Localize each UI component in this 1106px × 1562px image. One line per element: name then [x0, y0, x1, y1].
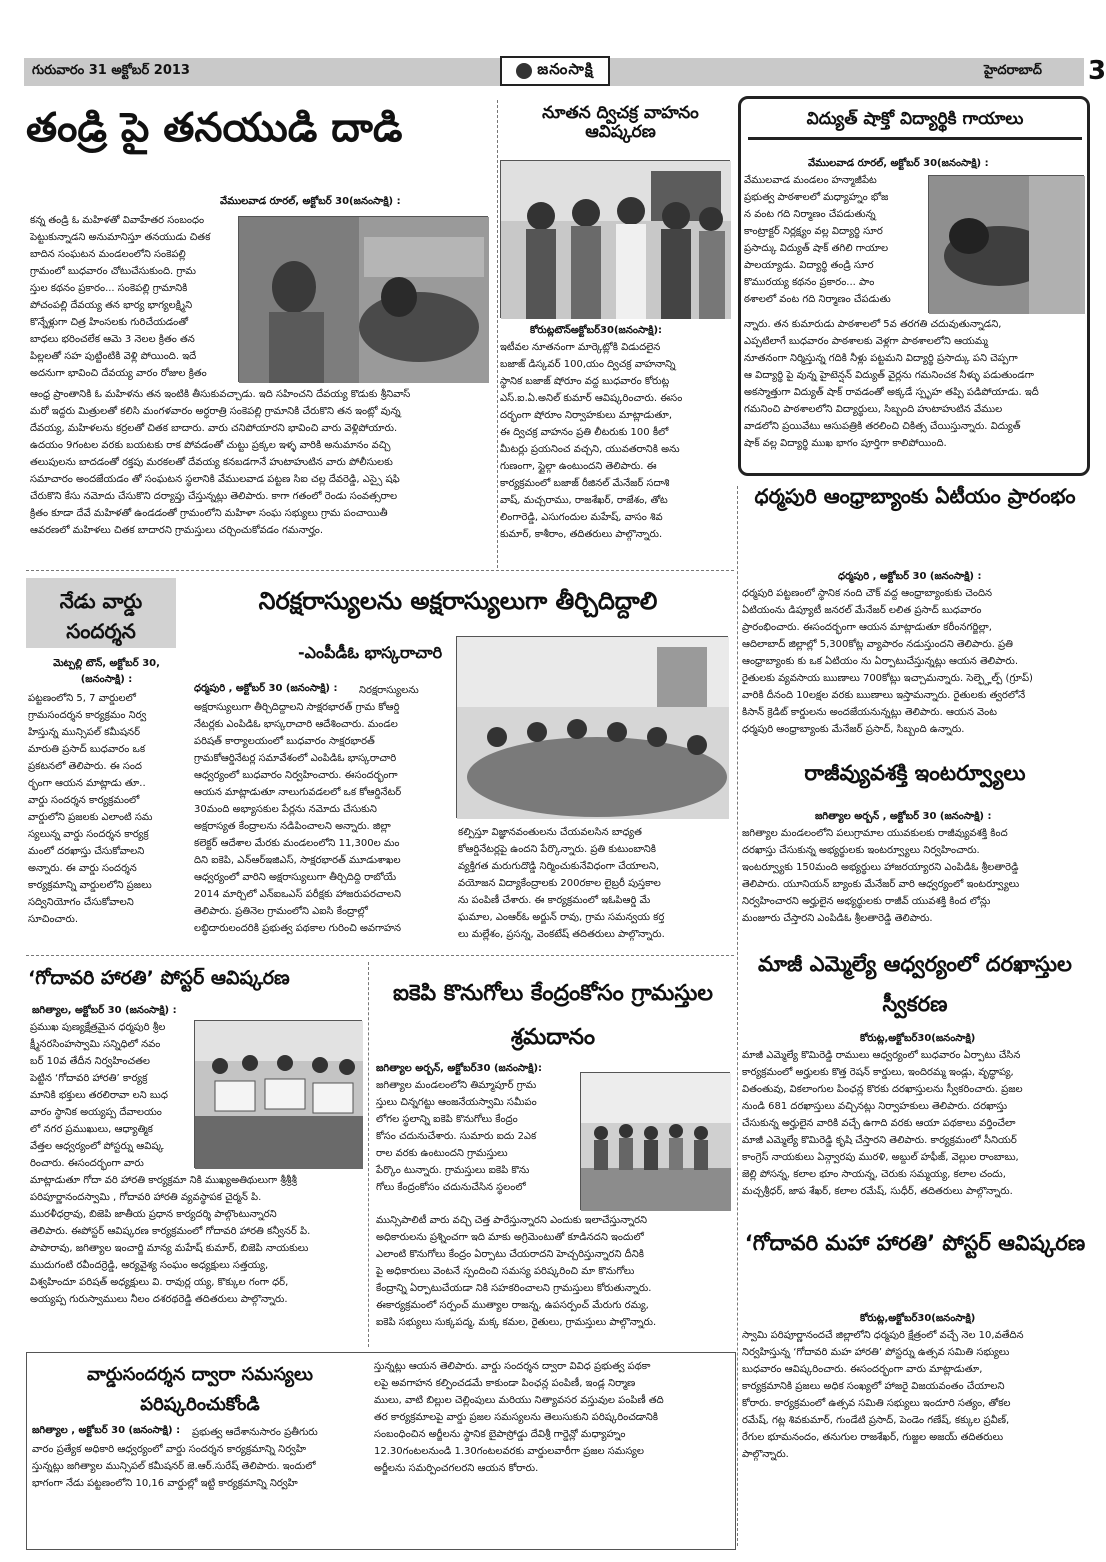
- story1-headline: తండ్రి పై తనయుడి దాడి: [26, 105, 403, 151]
- story11-body-bottom: మున్సిపాలిటీ వారు వచ్చి చెత్త పారేస్తున్నారని ఎందుకు ఇలాచేస్తున్నారని అధికారులను ప్రశ్నించగా ఇది మాకు అగ్రిమెంటుతో కూడినదని ఇందులో ఎలాంటి కొనుగోలు కేంద్రం ఏర్పాటు చేయరాదని హెచ్చరిస్తున్నారని దీనికి పై అధికారులు వెంటనే స్పందించి సమస్య పరిష్కరించి మా కొనుగోలు కేంద్రాన్ని ఏర్పాటుచేయడా నికి సహకరించాలని గ్రామస్తులు కోరుతున్నారు. ఈకార్యక్రమంలో సర్పంచ్ ముత్యాల రాజన్న, ఉపసర్పంచ్ మేరుగు రమ్య, ఐకెపి సభ్యులు సుక్కపద్మ, మక్క కమల, రైతులు, గ్రామస్తులు పాల్గొన్నారు.: [376, 1215, 657, 1328]
- story2-body: ఇటీవల నూతనంగా మార్కెట్లోకి విడుదలైన బజాజ్ డిస్కవర్ 100,యం ద్విచక్ర వాహనాన్ని స్థానిక బజాజ్ షోరూం వద్ద బుధవారం కోరుట్ల ఎస్.ఐ.ఏ.అనిల్ కుమార్ ఆవిష్కరించారు. ఈసం దర్భంగా షోరూం నిర్వాహకులు మాట్లాడుతూ, ఈ ద్విచక్ర వాహనం ప్రతి లీటరుకు 100 కీలో మీటర్లు ప్రయనించ వచ్చని, యువతరానికి అను గుణంగా, స్టైల్గా ఉంటుందని తెలిపారు. ఈ కార్యక్రమంలో బజాజ్ రీజినల్ మేనేజర్ సదాశి వాష్, మచ్చరాము, రాజశేఖర్, రాజేశం, తోట లింగారెడ్డి, ఎసుగందుల మహేష్, వాసం శివ కుమార్, కాశీరాం, తదితరులు పాల్గొన్నారు.: [500, 342, 683, 540]
- story6-body-right: కల్పిస్తూ విజ్ఞానవంతులను చేయవలసిన బాధ్యత కోఆర్డినేటర్లపై ఉందని పేర్కొన్నారు. ప్రతి కుటుంబానికి వ్యక్తిగత మరుగుదొడ్డి నిర్మించుకునేవిధంగా చేయాలని, వయోజన విద్యాకేంద్రాలకు 200రకాల లైబ్రరీ పుస్తకాల ను పంపిణీ చేశారు. ఈ కార్యక్రమంలో ఇఓపిఆర్డి మే ఘమాల, ఎంఆర్ఓ అర్జున్ రావు, గ్రామ సమన్వయ కర్త లు మల్లేశం, ప్రసన్న, వెంకటేష్ తదితరులు పాల్గొన్నారు.: [458, 827, 665, 940]
- story1-photo: [238, 216, 488, 382]
- column-rule: [368, 962, 369, 1347]
- story5-headline: నేడు వార్డు సందర్శన: [59, 589, 143, 643]
- story4-dateline: ధర్మపురి , అక్టోబర్ 30 (జనంసాక్షి) :: [838, 571, 982, 582]
- story1-body-top: కన్న తండ్రి ఓ మహిళతో వివాహేతర సంబంధం పెట్టుకున్నాడని అనుమానిస్తూ తనయుడు చితక బాదిన సంఘటన మండలంలోని సంకెపల్లి గ్రామంలో బుధవారం చోటుచేసుకుంది. గ్రామ స్తుల కథనం ప్రకారం... సంకెపల్లి గ్రామానికి పోచంపల్లి దేవయ్య తన భార్య భాగ్యలక్ష్మిని కొన్నేళ్లుగా చిత్ర హింసలకు గురిచేయడంతో బాధలు భరించలేక ఆమె 3 నెలల క్రితం తన పిల్లలతో సహ పుట్టింటికి వెళ్లి పోయింది. ఇదే అదనుగా భావించి దేవయ్య వారం రోజుల క్రితం: [30, 215, 211, 379]
- story6-body-left: నిరక్షరాస్యులను అక్షరాస్యులుగా తీర్చిదిద్దాలని సాక్షరభారత్ గ్రామ కోఆర్డి నేటర్లకు ఎంపిడిఓ భాస్కరాచారి ఆదేశించారు. మండల పరిషత్ కార్యాలయంలో బుధవారం సాక్షరభారత్ గ్రామకోఆర్డినేటర్ల సమావేశంలో ఎంపిడిఓ భాస్కరాచారి ఆధ్వర్యంలో బుధవారం నిర్వహించారు. ఈసందర్భంగా ఆయన మాట్లాడుతూ నాలుగువడలలో ఒక కోఆర్డినేటర్ 30మంది అభ్యాసకుల పేర్లను నమోదు చేసుకుని అక్షరాస్యత కేంద్రాలను నడిపించాలని అన్నారు. జిల్లా కలెక్టర్ ఆదేశాల మేరకు మండలంలోని 11,300ల మం దిని ఐకెపి, ఎన్ఆర్ఇజిఎస్, సాక్షరభారత్ మూడుశాఖల ఆధ్వర్యంలో వారిని అక్షరాస్యులుగా తీర్చిదిద్ది రాబోయే 2014 మార్చిలో ఎన్ఐఒఎస్ పరీక్షకు హాజరుపరచాలని తెలిపారు. ప్రతినెల గ్రామంలోని ఎఐసి కేంద్రాల్లో లబ్ధిదారులందరికి ప్రభుత్వ పథకాల గురించి అవగాహన: [194, 685, 419, 934]
- story6-headline: నిరక్షరాస్యులను అక్షరాస్యులుగా తీర్చిదిద్దాలి: [258, 587, 658, 615]
- story1-body-bottom: ఆంధ్ర ప్రాంతానికి ఓ మహిళను తన ఇంటికి తీసుకువచ్చాడు. ఇది సహించని దేవయ్య కొడుకు శ్రీనివాస్ మరో ఇద్దరు మిత్రులతో కలిసి మంగళవారం అర్ధరాత్రి సంకెపల్లి గ్రామానికి చేరుకొని తన ఇంట్లో వున్న దేవయ్య, మహిళలను కర్రలతో చితక బాదారు. వారు చనిపోయారని భావించి వారు వెళ్లిపోయారు. ఉదయం 9గంటల వరకు బయటకు రాక పోవడంతో చుట్టు ప్రక్కల ఇళ్ళ వారికి అనుమానం వచ్చి తలుపులను బాదడంతో రక్తపు మరకలతో దేవయ్య కనబడగానే హుటాహుటిన వారు పోలీసులకు సమాచారం అందజేయడం తో సంఘటన స్థలానికి వేములవాడ పట్టణ సిఐ చల్ల దేవరెడ్డి, ఎస్సై షఫి చేరుకొని కేసు నమోదు చేసుకొని దర్యాప్తు చేస్తున్నట్లు తెలిపారు. కాగా గతంలో రెండు సంవత్సరాల క్రితం కూడా దేవే మహిళతో ఉండడంతో గ్రామంలోని మహిళా సంఘ సభ్యులు గ్రామ పంచాయితీ ఆవరణలో మహిళలు చితక బాదారని గ్రామస్తులు చర్చించుకోవడం గమనార్హం.: [30, 389, 411, 536]
- story11-photo: [580, 1072, 730, 1210]
- story3-dateline: వేములవాడ రూరల్, అక్టోబర్ 30(జనంసాక్షి) :: [808, 158, 989, 169]
- story12-dateline: జగిత్యాల , అక్టోబర్ 30 (జనంసాక్షి) :: [32, 1425, 181, 1436]
- story8-body: మాజీ ఎమ్మెల్యే కొమిరెడ్డి రాములు ఆధ్వర్యంలో బుధవారం ఏర్పాటు చేసిన కార్యక్రమంలో అర్హులకు కొత్త రెషన్ కార్డులు, ఇందిరమ్మ ఇండ్లు, వృద్ధాప్య, వితంతువు, వికలాంగుల పింఛన్ల కొరకు దరఖాస్తులను స్వీకరించారు. ప్రజల నుండి 681 దరఖాస్తులు వచ్చినట్లు నిర్వాహకులు తెలిపారు. దరఖాస్తు చేసుకున్న అర్హులైన వారికి వచ్చే ఉగాది వరకు ఆయా పథకాలు వర్తించేలా మాజీ ఎమ్మెల్యే కొమిరెడ్డి కృషి చేస్తారని తెలిపారు. కార్యక్రమంలో సీనియర్ కాంగ్రెస్ నాయకులు ఏన్గ్వారపు మురళి, అబ్దుల్ హఫీజ్, వెల్లుల రాంబాబు, జెల్లి పోసన్న, కలాల భూం సాయన్న, చెరుకు సమ్మయ్య, కలాల చందు, మచ్చశ్రీధర్, జాప శేఖర్, కలాల రమేష్, సుధీర్, తదితరులు పాల్గొన్నారు.: [742, 1050, 1023, 1197]
- story2-headline: నూతన ద్విచక్ర వాహనం ఆవిష్కరణ: [542, 103, 699, 142]
- story11-headline: ఐకెపి కొనుగోలు కేంద్రంకోసం గ్రామస్తుల శ్రమదానం: [393, 981, 713, 1050]
- story3-photo: [928, 175, 1084, 313]
- story12-body-right: స్తున్నట్లు ఆయన తెలిపారు. వార్డు సందర్శన ద్వారా వివిధ ప్రభుత్వ పథకా లపై అవగాహన కల్పించడమే కాకుండా పింఛన్ల పంపిణీ, ఇండ్ల నిర్మాణ ములు, వాటి బిల్లుల చెల్లింపులు మరియు నిత్యావసర వస్తువుల పంపిణీ తది తర కార్యక్రమాలపై వార్డు ప్రజల సమస్యలను తెలుసుకుని పరిష్కరించడానికి సంబంధించిన అర్జీలను స్థానిక బైపాస్రోడ్డు దేవిశ్రీ గార్డెన్లో మధ్యాహ్నం 12.30గంటలనుండి 1.30గంటలవరకు వార్డులవారీగా ప్రజల సమస్యల అర్జీలను సమర్పించగలరని ఆయన కోరారు.: [374, 1361, 664, 1474]
- story11-body-top: జగిత్యాల మండలంలోని తిమ్మాపూర్ గ్రామ స్తులు చిన్నగట్టు ఆంజనేయస్వామి సమీపం లోగల స్థలాన్ని ఐకెపి కొనుగోలు కేంద్రం కోసం చదునుచేశారు. సుమారు ఐదు 2ఎక రాల వరకు ఉంటుందని గ్రామస్తులు పేర్కొం టున్నారు. గ్రామస్తులు ఐకెపి కొను గోలు కేంద్రంకోసం చదునుచేసిన స్థలంలో: [376, 1080, 537, 1193]
- story8-headline: మాజీ ఎమ్మెల్యే ఆధ్వర్యంలో దరఖాస్తుల స్వీకరణ: [758, 952, 1072, 1016]
- story10-body-bottom: మాట్లాడుతూ గోదా వరి హారతి కార్యక్రమా నికి ముఖ్యఅతిథులుగా శ్రీశ్రీశ్రీ పరిపూర్ణానందస్వామి , గోదావరి హారతి వ్యవస్థాపక చైర్మన్ పి. మురళీధర్రావు, బిజెపి జాతీయ ప్రధాన కార్యదర్శి పాల్గొంటున్నారని తెలిపారు. ఈపోస్టర్ ఆవిష్కరణ కార్యక్రమంలో గోదావరి హారతి కన్వీనర్ పి. పాపారావు, జగిత్యాల ఇంచార్జి మాన్య మహేష్ కుమార్, బిజెపి నాయకులు ముదుగంటి రవీందర్రెడ్డి, ఆర్యవైశ్య సంఘం అధ్యక్షులు సత్తయ్య, విశ్వహిందూ పరిషత్ అధ్యక్షులు వి. రావుర్ల య్య, కొక్కుల గంగా ధర్, అయ్యప్ప గురుస్వాములు నీలం దశరథరెడ్డి తదితరులు పాల్గొన్నారు.: [30, 1175, 311, 1305]
- story7-headline: రాజీవ్యువశక్తి ఇంటర్వ్యూలు: [804, 761, 1026, 785]
- masthead-title: జనంసాక్షి: [537, 60, 594, 78]
- story7-body: జగిత్యాల మండలంలోని పలుగ్రామాల యువకులకు రాజీవ్యువశక్తి కింద దరఖాస్తు చేసుకున్న అభ్యర్థులకు ఇంటర్వ్యూలు నిర్వహించారు. ఇంటర్వ్యూకు 150మంది అభ్యర్థులు హాజరయ్యారని ఎంపిడిఓ శ్రీలతారెడ్డి తెలిపారు. యూనియన్ బ్యాంకు మేనేజర్ వారి ఆధ్వర్యంలో ఇంటర్వ్యూలు నిర్వహించారని అర్హులైన అభ్యర్థులకు రాజీవ్ యువశక్తి కింద లోన్లు మంజూరు చేస్తారని ఎంపిడిఓ శ్రీలతారెడ్డి తెలిపారు.: [742, 828, 1020, 924]
- story3-body-bottom: న్నారు. తన కుమారుడు పాఠశాలలో 5వ తరగతి చదువుతున్నాడని, ఎప్పటిలాగే బుధవారం పాఠశాలకు వెళ్లగా పాఠశాలలోని ఆయమ్మ నూతనంగా నిర్మిస్తున్న గదికి నీళ్లు పట్టమని విద్యార్థి ప్రసాద్కు పని చెప్పగా ఆ విద్యార్థి పై వున్న హైటెన్షన్ విద్యుత్ వైర్లను గమనించక నీళ్ళు పడుతుండగా అకస్మాత్తుగా విద్యుత్ షాక్ రావడంతో అక్కడే స్పృహ తప్పి పడిపోయాడు. ఇదీ గమనించి పాఠశాలలోని విద్యార్థులు, సిబ్బంది హుటాహుటిన వేముల వాడలోని ప్రయివేటు ఆసుపత్రికి తరలించి చికిత్స చేయిస్తున్నారు. విద్యుత్ షాక్ వల్ల విద్యార్థి ముఖ భాగం పూర్తిగా కాలిపోయింది.: [744, 319, 1039, 449]
- story9-dateline: కోరుట్ల,అక్టోబర్30(జనంసాక్షి): [860, 1313, 976, 1324]
- story8-dateline: కోరుట్ల,అక్టోబర్30(జనంసాక్షి): [860, 1033, 976, 1044]
- story3-headline: విద్యుత్ షాక్తో విద్యార్థికి గాయాలు: [748, 104, 1082, 140]
- story6-subheadline: -ఎంపీడీఓ భాస్కరాచారి: [298, 643, 443, 662]
- story10-body-top: ప్రముఖ పుణ్యక్షేత్రమైన ధర్మపురి శ్రీల క్ష్మీనరసింహస్వామి సన్నిధిలో నవం బర్ 10వ తేదీన నిర్వహించతల పెట్టిన ‘గోదావరి హారతి’ కార్యక్ర మానికి భక్తులు తరలిరావా లని బుధ వారం స్థానిక అయ్యప్ప దేవాలయం లో నగర ప్రముఖులు, ఆధ్యాత్మిక వేత్తల ఆధ్వర్యంలో పోస్టర్ను ఆవిష్క రించారు. ఈసందర్భంగా వారు: [30, 1022, 168, 1169]
- story2-dateline: కోరుట్లటౌన్అక్టోబర్30(జనంసాక్షి):: [530, 325, 663, 336]
- story4-headline: ధర్మపురి ఆంధ్రాబ్యాంకు ఏటీయం ప్రారంభం: [754, 484, 1076, 508]
- story2-photo: [500, 160, 730, 318]
- masthead-logo-icon: [516, 63, 532, 79]
- story4-body: ధర్మపురి పట్టణంలో స్థానిక నంది చౌక్ వద్ద ఆంధ్రాబ్యాంకుకు చెందిన ఏటియంను డిప్యూటీ జనరల్ మేనేజర్ లలిత ప్రసాద్ బుధవారం ప్రారంభించారు. ఈసందర్భంగా ఆయన మాట్లాడుతూ కరీంనగర్జిల్లా, ఆదిలాబాద్ జిల్లాల్లో 5,300కోట్ల వ్యాపారం నడుస్తుందని తెలిపారు. ప్రతి ఆంధ్రాబ్యాంకు కు ఒక ఏటియం ను ఏర్పాటుచేస్తున్నట్లు ఆయన తెలిపారు. రైతులకు వ్యవసాయ ఋణాలు 700కోట్లు ఇచ్చామన్నారు. సెల్ఫ్హెల్ప్ (గ్రూప్) వారికి దీనంది 10లక్షల వరకు ఋణాలు ఇస్తామన్నారు. రైతులకు త్వరలోనే కిసాన్ క్రెడిట్ కార్డులను అందజేయనున్నట్లు తెలిపారు. ఆయన వెంట ధర్మపురి ఆంధ్రాబ్యాంకు మేనేజర్ ప్రసాద్, సిబ్బంది ఉన్నారు.: [742, 588, 1033, 735]
- section-rule: [26, 955, 734, 956]
- masthead: [500, 56, 610, 86]
- section-rule: [26, 570, 734, 571]
- story9-body: స్వామి పరిపూర్ణానందచే జిల్లాలోని ధర్మపురి క్షేత్రంలో వచ్చే నెల 10,వతేదిన నిర్వహిస్తున్న ‘గోదావరి మహ హారతి’ పోస్టర్ను ఉత్సవ సమితి సభ్యులు బుధవారం ఆవిష్కరించారు. ఈసందర్భంగా వారు మాట్లాడుతూ, కార్యక్రమానికి ప్రజలు అధిక సంఖ్యలో హాజరై విజయవంతం చేయాలని కోరారు. కార్యక్రమంలో ఉత్సవ సమితి సభ్యులు ఇందూరి సత్యం, తోకల రమేష్, గట్ల శివకుమార్, గుండేటి ప్రసాద్, పెండెం గణేష్, కక్కుల ప్రవీణ్, రేగుల భూమనందం, తనుగుల రాజశేఖర్, గుజ్జల అజయ్ తదితరులు పాల్గొన్నారు.: [742, 1330, 1024, 1460]
- story1-dateline: వేములవాడ రూరల్, అక్టోబర్ 30(జనంసాక్షి) :: [220, 196, 401, 207]
- issue-date: గురువారం 31 అక్టోబర్ 2013: [32, 63, 190, 78]
- page-number: 3: [1088, 56, 1106, 86]
- story5-body: పట్టణంలోని 5, 7 వార్డులలో గ్రామసందర్శన కార్యక్రమం నిర్వ హిస్తున్న మున్సిపల్ కమీషనర్ మారుతి ప్రసాద్ బుధవారం ఒక ప్రకటనలో తెలిపారు. ఈ సంద ర్భంగా ఆయన మాట్లాడు తూ.. వార్డు సందర్శన కార్యక్రమంలో వార్డులోని ప్రజలకు ఎలాంటి సమ స్యలున్న వార్డు సందర్శన కార్యక్ర మంలో దరఖాస్తు చేసుకోవాలని అన్నారు. ఈ వార్డు సందర్శన కార్యక్రమాన్ని వార్డులలోని ప్రజలు సద్వినియోగం చేసుకోవాలని సూచించారు.: [28, 693, 153, 925]
- story11-dateline: జగిత్యాల అర్బన్, అక్టోబర్30 (జనంసాక్షి):: [376, 1063, 543, 1074]
- story9-headline: ‘గోదావరి మహా హారతి’ పోస్టర్ ఆవిష్కరణ: [744, 1231, 1086, 1255]
- story6-photo: [456, 636, 728, 818]
- story10-dateline: జగిత్యాల, అక్టోబర్ 30 (జనంసాక్షి) :: [32, 1005, 177, 1016]
- column-rule: [737, 486, 738, 1546]
- story10-photo: [194, 1020, 362, 1168]
- column-rule: [497, 100, 498, 568]
- story12-body-left: ప్రభుత్వ ఆదేశానుసారం ప్రతీగురు వారం ప్రత్యేక అధికారి ఆధ్వర్యంలో వార్డు సందర్శన కార్యక్రమాన్ని నిర్వహి స్తున్నట్లు జగిత్యాల మున్సిపల్ కమీషనర్ జె.ఆర్.సురేష్ తెలిపారు. ఇందులో భాగంగా నేడు పట్టణంలోని 10,16 వార్డుల్లో ఇట్టి కార్యక్రమాన్ని నిర్వహి: [32, 1427, 318, 1489]
- story10-headline: ‘గోదావరి హారతి’ పోస్టర్ ఆవిష్కరణ: [28, 967, 290, 989]
- story5-dateline: మెట్పల్లి టౌన్, అక్టోబర్ 30, (జనంసాక్షి) :: [53, 658, 160, 685]
- story7-dateline: జగిత్యాల అర్బన్ , అక్టోబర్ 30 (జనంసాక్షి) :: [815, 811, 992, 822]
- story6-dateline: ధర్మపురి , అక్టోబర్ 30 (జనంసాక్షి) :: [194, 683, 338, 694]
- story3-body-top: వేములవాడ మండలం హన్మాజీపేట ప్రభుత్వ పాఠశాలలో మధ్యాహ్నం భోజ న వంట గది నిర్మాణం చేపడుతున్న కాంట్రాక్టర్ నిర్లక్ష్యం వల్ల విద్యార్థి సూర ప్రసాద్కు విద్యుత్ షాక్ తగిలి గాయాల పాలయ్యాడు. విద్యార్థి తండ్రి సూర కొమురయ్య కథనం ప్రకారం... పాం ఠశాలలో వంట గది నిర్మాణం చేపడుతు: [744, 175, 891, 305]
- edition-city: హైదరాబాద్: [984, 63, 1042, 78]
- story12-headline: వార్డుసందర్శన ద్వారా సమస్యలు పరిష్కరించుకోండి: [86, 1364, 314, 1415]
